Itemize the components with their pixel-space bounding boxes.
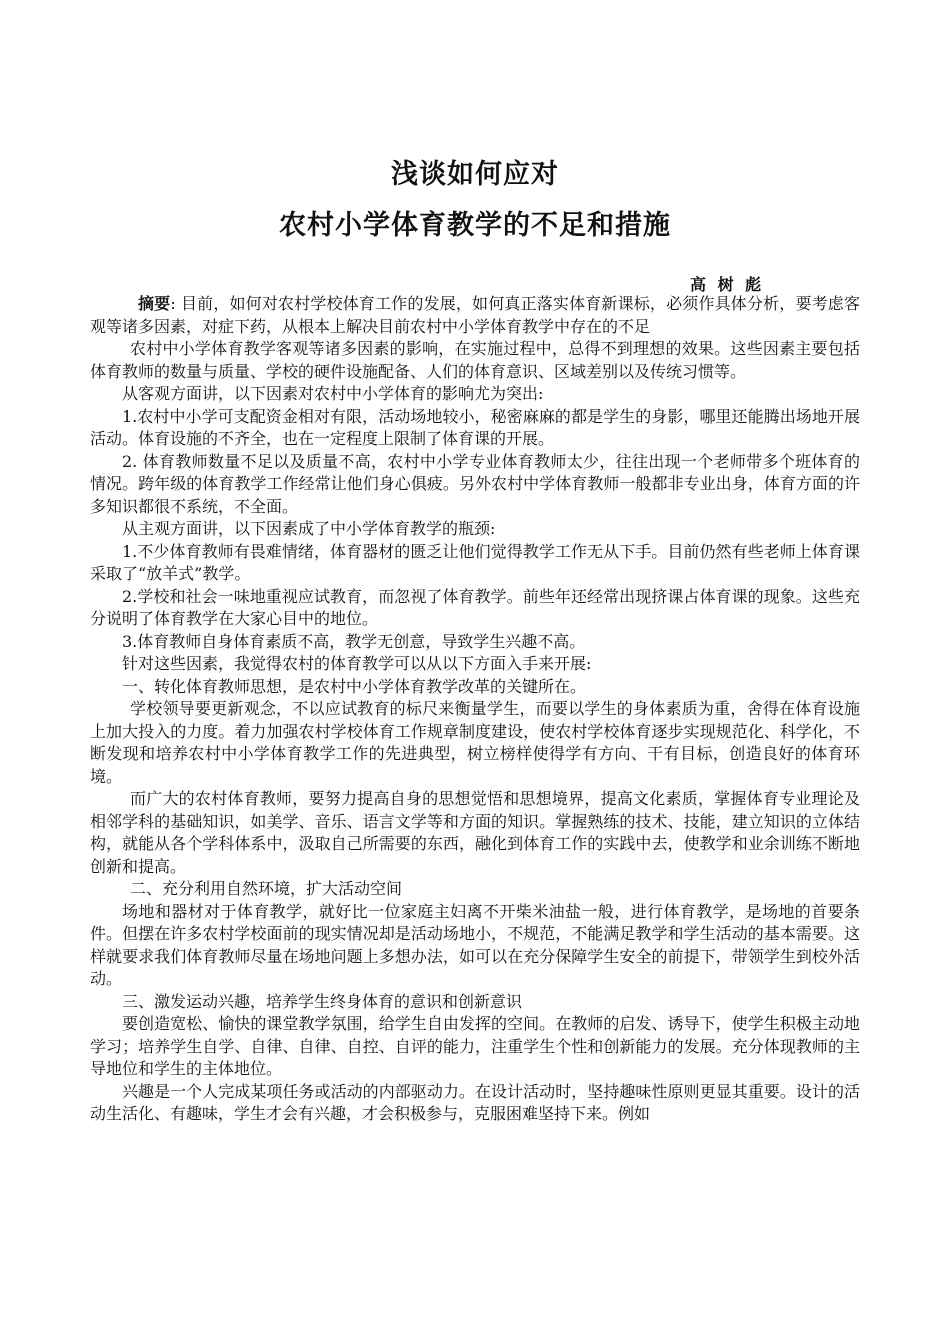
document-body [90,293,860,1126]
body-paragraph: 3.体育教师自身体育素质不高，教学无创意，导致学生兴趣不高。 [122,631,586,651]
body-paragraph: 从客观方面讲，以下因素对农村中小学体育的影响尤为突出: [122,384,544,403]
section-heading-2: 二、充分利用自然环境，扩大活动空间 [130,879,403,898]
body-paragraph: 学校领导要更新观念，不以应试教育的标尺来衡量学生，而要以学生的身体素质为重，舍得在体育设施上加大投入的力度。着力加强农村学校体育工作规章制度建设，使农村学校体育逐步实现规范化、科学化，不断发现和培养农村中小学体育教学工作的先进典型，树立榜样使得学有方向、干有目标，创造良好的体育环境。 [90,699,860,786]
author-name: 高 树 彪 [690,275,765,294]
body-paragraph: 兴趣是一个人完成某项任务或活动的内部驱动力。在设计活动时，坚持趣味性原则更显其重要。设计的活动生活化、有趣味，学生才会有兴趣，才会积极参与，克服困难坚持下来。例如 [90,1081,860,1123]
body-paragraph: 农村中小学体育教学客观等诸多因素的影响，在实施过程中，总得不到理想的效果。这些因素主要包括体育教师的数量与质量、学校的硬件设施配备、人们的体育意识、区域差别以及传统习惯等。 [90,339,860,381]
body-paragraph: 场地和器材对于体育教学，就好比一位家庭主妇离不开柴米油盐一般，进行体育教学，是场地的首要条件。但摆在许多农村学校面前的现实情况却是活动场地小，不规范，不能满足教学和学生活动的基本需要。这样就要求我们体育教师尽量在场地问题上多想办法，如可以在充分保障学生安全的前提下，带领学生到校外活动。 [90,901,860,988]
body-paragraph: 从主观方面讲，以下因素成了中小学体育教学的瓶颈: [122,519,496,538]
body-paragraph: 针对这些因素，我觉得农村的体育教学可以从以下方面入手来开展: [122,654,592,673]
abstract-text: : 目前，如何对农村学校体育工作的发展，如何真正落实体育新课标，必须作具体分析，要考虑客观等诸多因素，对症下药，从根本上解决目前农村中小学体育教学中存在的不足 [90,294,860,336]
abstract-paragraph [90,293,860,338]
document-title-line-2: 农村小学体育教学的不足和措施 [279,210,671,241]
section-heading-1: 一、转化体育教师思想，是农村中小学体育教学改革的关键所在。 [122,676,587,696]
document-title-line-1: 浅谈如何应对 [391,159,559,190]
section-heading-3: 三、激发运动兴趣，培养学生终身体育的意识和创新意识 [122,991,523,1011]
body-paragraph: 要创造宽松、愉快的课堂教学氛围，给学生自由发挥的空间。在教师的启发、诱导下，使学生积极主动地学习；培养学生自学、自律、自律、自控、自评的能力，注重学生个性和创新能力的发展。充分体现教师的主导地位和学生的主体地位。 [90,1014,860,1078]
body-paragraph: 2. 体育教师数量不足以及质量不高，农村中小学专业体育教师太少，往往出现一个老师带多个班体育的情况。跨年级的体育教学工作经常让他们身心俱疲。另外农村中学体育教师一般都非专业出身，体育方面的许多知识都很不系统，不全面。 [90,451,860,516]
body-paragraph: 1.农村中小学可支配资金相对有限，活动场地较小，秘密麻麻的都是学生的身影，哪里还能腾出场地开展活动。体育设施的不齐全，也在一定程度上限制了体育课的开展。 [90,406,860,448]
body-paragraph: 1.不少体育教师有畏难情绪，体育器材的匮乏让他们觉得教学工作无从下手。目前仍然有些老师上体育课采取了“放羊式”教学。 [90,541,860,583]
abstract-label: 摘要 [138,294,171,313]
body-paragraph: 2.学校和社会一味地重视应试教育，而忽视了体育教学。前些年还经常出现挤课占体育课的现象。这些充分说明了体育教学在大家心目中的地位。 [90,586,860,628]
body-paragraph: 而广大的农村体育教师，要努力提高自身的思想觉悟和思想境界，提高文化素质，掌握体育专业理论及相邻学科的基础知识，如美学、音乐、语言文学等和方面的知识。掌握熟练的技术、技能，建立知识的立体结构，就能从各个学科体系中，汲取自己所需要的东西，融化到体育工作的实践中去，使教学和业余训练不断地创新和提高。 [90,789,860,876]
